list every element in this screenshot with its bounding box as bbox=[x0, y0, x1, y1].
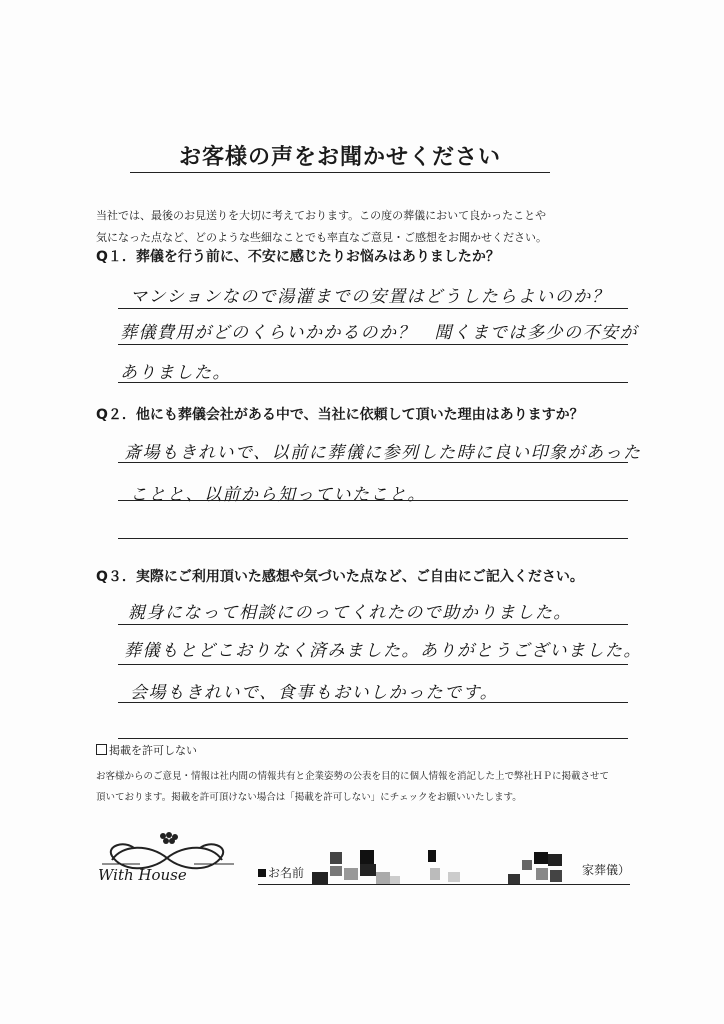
name-label-text: お名前 bbox=[268, 866, 305, 880]
answer-rule bbox=[118, 664, 628, 665]
q1-answer-line-3: ありました。 bbox=[120, 363, 231, 383]
logo-text: With House bbox=[98, 866, 187, 884]
intro-line: 当社では、最後のお見送りを大切に考えております。この度の葬儀において良かったことや bbox=[96, 209, 547, 222]
answer-rule bbox=[118, 308, 628, 309]
form-title: お客様の声をお聞かせください bbox=[178, 145, 501, 170]
name-underline bbox=[258, 884, 630, 885]
notice-line: 頂いております。掲載を許可頂けない場合は「掲載を許可しない」にチェックをお願いいたします。 bbox=[96, 792, 522, 803]
answer-rule bbox=[118, 624, 628, 625]
question-3: Q３．実際にご利用頂いた感想や気づいた点など、ご自由にご記入ください。 bbox=[96, 569, 584, 585]
consent-label: 掲載を許可しない bbox=[109, 744, 197, 757]
q1-answer-line-2: 葬儀費用がどのくらいかかるのか？ 聞くまでは多少の不安が bbox=[120, 323, 638, 343]
answer-rule bbox=[118, 500, 628, 501]
notice-line: お客様からのご意見・情報は社内間の情報共有と企業姿勢の公表を目的に個人情報を消記した上で弊社ＨＰに掲載させて bbox=[96, 771, 610, 782]
q3-answer-line-3: 会場もきれいで、食事もおいしかったです。 bbox=[130, 683, 499, 703]
answer-rule bbox=[118, 538, 628, 539]
answer-rule bbox=[118, 462, 628, 463]
answer-rule bbox=[118, 702, 628, 703]
question-1: Q１．葬儀を行う前に、不安に感じたりお悩みはありましたか？ bbox=[96, 249, 500, 265]
q2-answer-line-2: ことと、以前から知っていたこと。 bbox=[130, 485, 426, 505]
consent-checkbox[interactable] bbox=[96, 744, 107, 755]
q3-answer-line-2: 葬儀もとどこおりなく済みました。ありがとうございました。 bbox=[124, 641, 642, 661]
consent-notice bbox=[96, 766, 636, 808]
redacted-name-block bbox=[420, 846, 480, 886]
q3-answer-line-1: 親身になって相談にのってくれたので助かりました。 bbox=[128, 603, 572, 623]
intro-line: 気になった点など、どのような些細なことでも率直なご意見・ご感想をお聞かせください。 bbox=[96, 231, 547, 244]
answer-rule bbox=[118, 344, 628, 345]
name-suffix: 家葬儀） bbox=[582, 863, 631, 877]
intro-text bbox=[96, 205, 616, 249]
answer-rule bbox=[118, 738, 628, 739]
answer-rule bbox=[118, 382, 628, 383]
square-bullet-icon bbox=[258, 869, 266, 877]
q1-answer-line-1: マンションなので湯灌までの安置はどうしたらよいのか？ bbox=[130, 287, 611, 307]
q2-answer-line-1: 斎場もきれいで、以前に葬儀に参列した時に良い印象があった bbox=[124, 443, 642, 463]
redacted-name-block bbox=[508, 846, 574, 886]
title-underline bbox=[130, 172, 550, 173]
question-2: Q２．他にも葬儀会社がある中で、当社に依頼して頂いた理由はありますか？ bbox=[96, 407, 584, 423]
redacted-name-block bbox=[312, 846, 402, 886]
name-field-label bbox=[258, 864, 304, 881]
consent-option[interactable] bbox=[96, 742, 197, 758]
